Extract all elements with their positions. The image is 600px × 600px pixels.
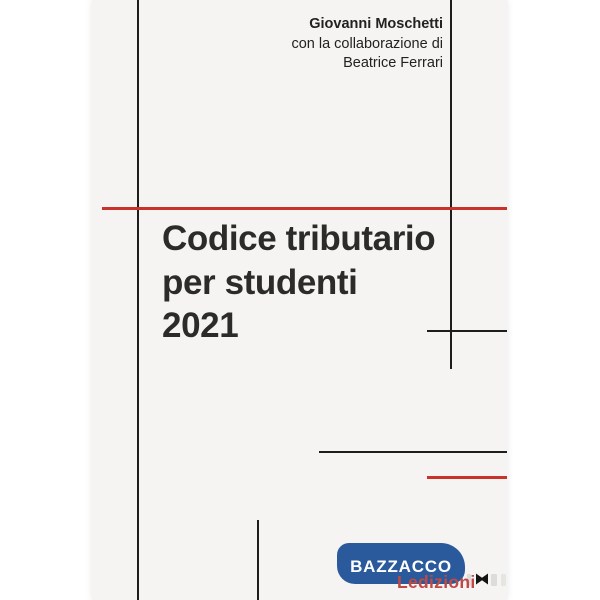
red-rule-bottom [427,476,507,479]
red-rule-top [102,207,507,210]
horizontal-rule-cross [427,330,507,332]
book-title-line-2: per studenti [162,262,358,302]
ledizioni-bowtie-icon [475,572,489,586]
vertical-rule-right [450,0,452,369]
author-collaborator: Beatrice Ferrari [343,55,443,71]
publisher-name: BAZZACCO [350,557,452,576]
horizontal-rule-lower [319,451,507,453]
book-cover [92,0,507,600]
vertical-rule-left [137,0,139,600]
book-title-line-3: 2021 [162,306,239,345]
book-title [162,217,435,348]
faded-logo-mark [491,574,497,586]
author-collab-line: con la collaborazione di [291,35,443,52]
author-block [291,15,443,74]
imprint-name: Ledizioni [397,572,476,592]
faded-logo-mark [501,574,506,586]
author-name: Giovanni Moschetti [309,16,443,32]
vertical-rule-bottom [257,520,259,600]
book-title-line-1: Codice tributario [162,219,436,258]
